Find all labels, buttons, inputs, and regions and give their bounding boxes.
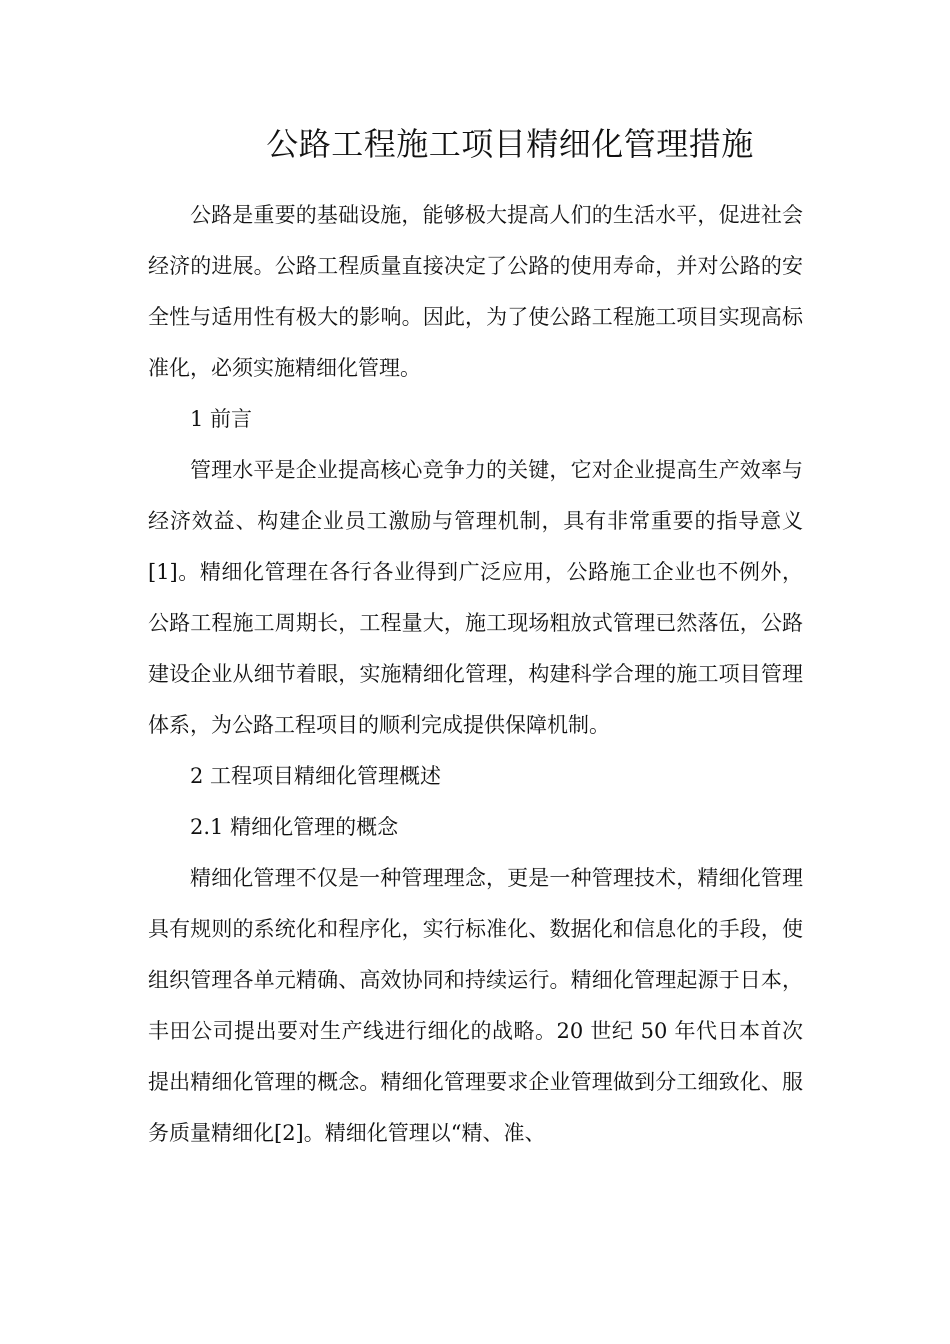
document-title: 公路工程施工项目精细化管理措施 <box>266 125 754 163</box>
document-body <box>148 190 803 1159</box>
section-2-1-paragraph: 精细化管理不仅是一种管理理念，更是一种管理技术，精细化管理具有规则的系统化和程序化，实行标准化、数据化和信息化的手段，使组织管理各单元精确、高效协同和持续运行。精细化管理起源于日本，丰田公司提出要对生产线进行细化的战略。20 世纪 50 年代日本首次提出精细化管理的概念。精细化管理要求企业管理做到分工细致化、服务质量精细化[2]。精细化管理以“精、准、 <box>148 866 803 1145</box>
section-2-heading: 2 工程项目精细化管理概述 <box>190 764 442 788</box>
section-2-1-heading: 2.1 精细化管理的概念 <box>190 815 399 839</box>
intro-paragraph: 公路是重要的基础设施，能够极大提高人们的生活水平，促进社会经济的进展。公路工程质量直接决定了公路的使用寿命，并对公路的安全性与适用性有极大的影响。因此，为了使公路工程施工项目实现高标准化，必须实施精细化管理。 <box>148 203 803 380</box>
section-1-heading: 1 前言 <box>190 407 253 431</box>
section-1-paragraph: 管理水平是企业提高核心竞争力的关键，它对企业提高生产效率与经济效益、构建企业员工激励与管理机制，具有非常重要的指导意义[1]。精细化管理在各行各业得到广泛应用，公路施工企业也不例外，公路工程施工周期长，工程量大，施工现场粗放式管理已然落伍，公路建设企业从细节着眼，实施精细化管理，构建科学合理的施工项目管理体系，为公路工程项目的顺利完成提供保障机制。 <box>148 458 803 737</box>
